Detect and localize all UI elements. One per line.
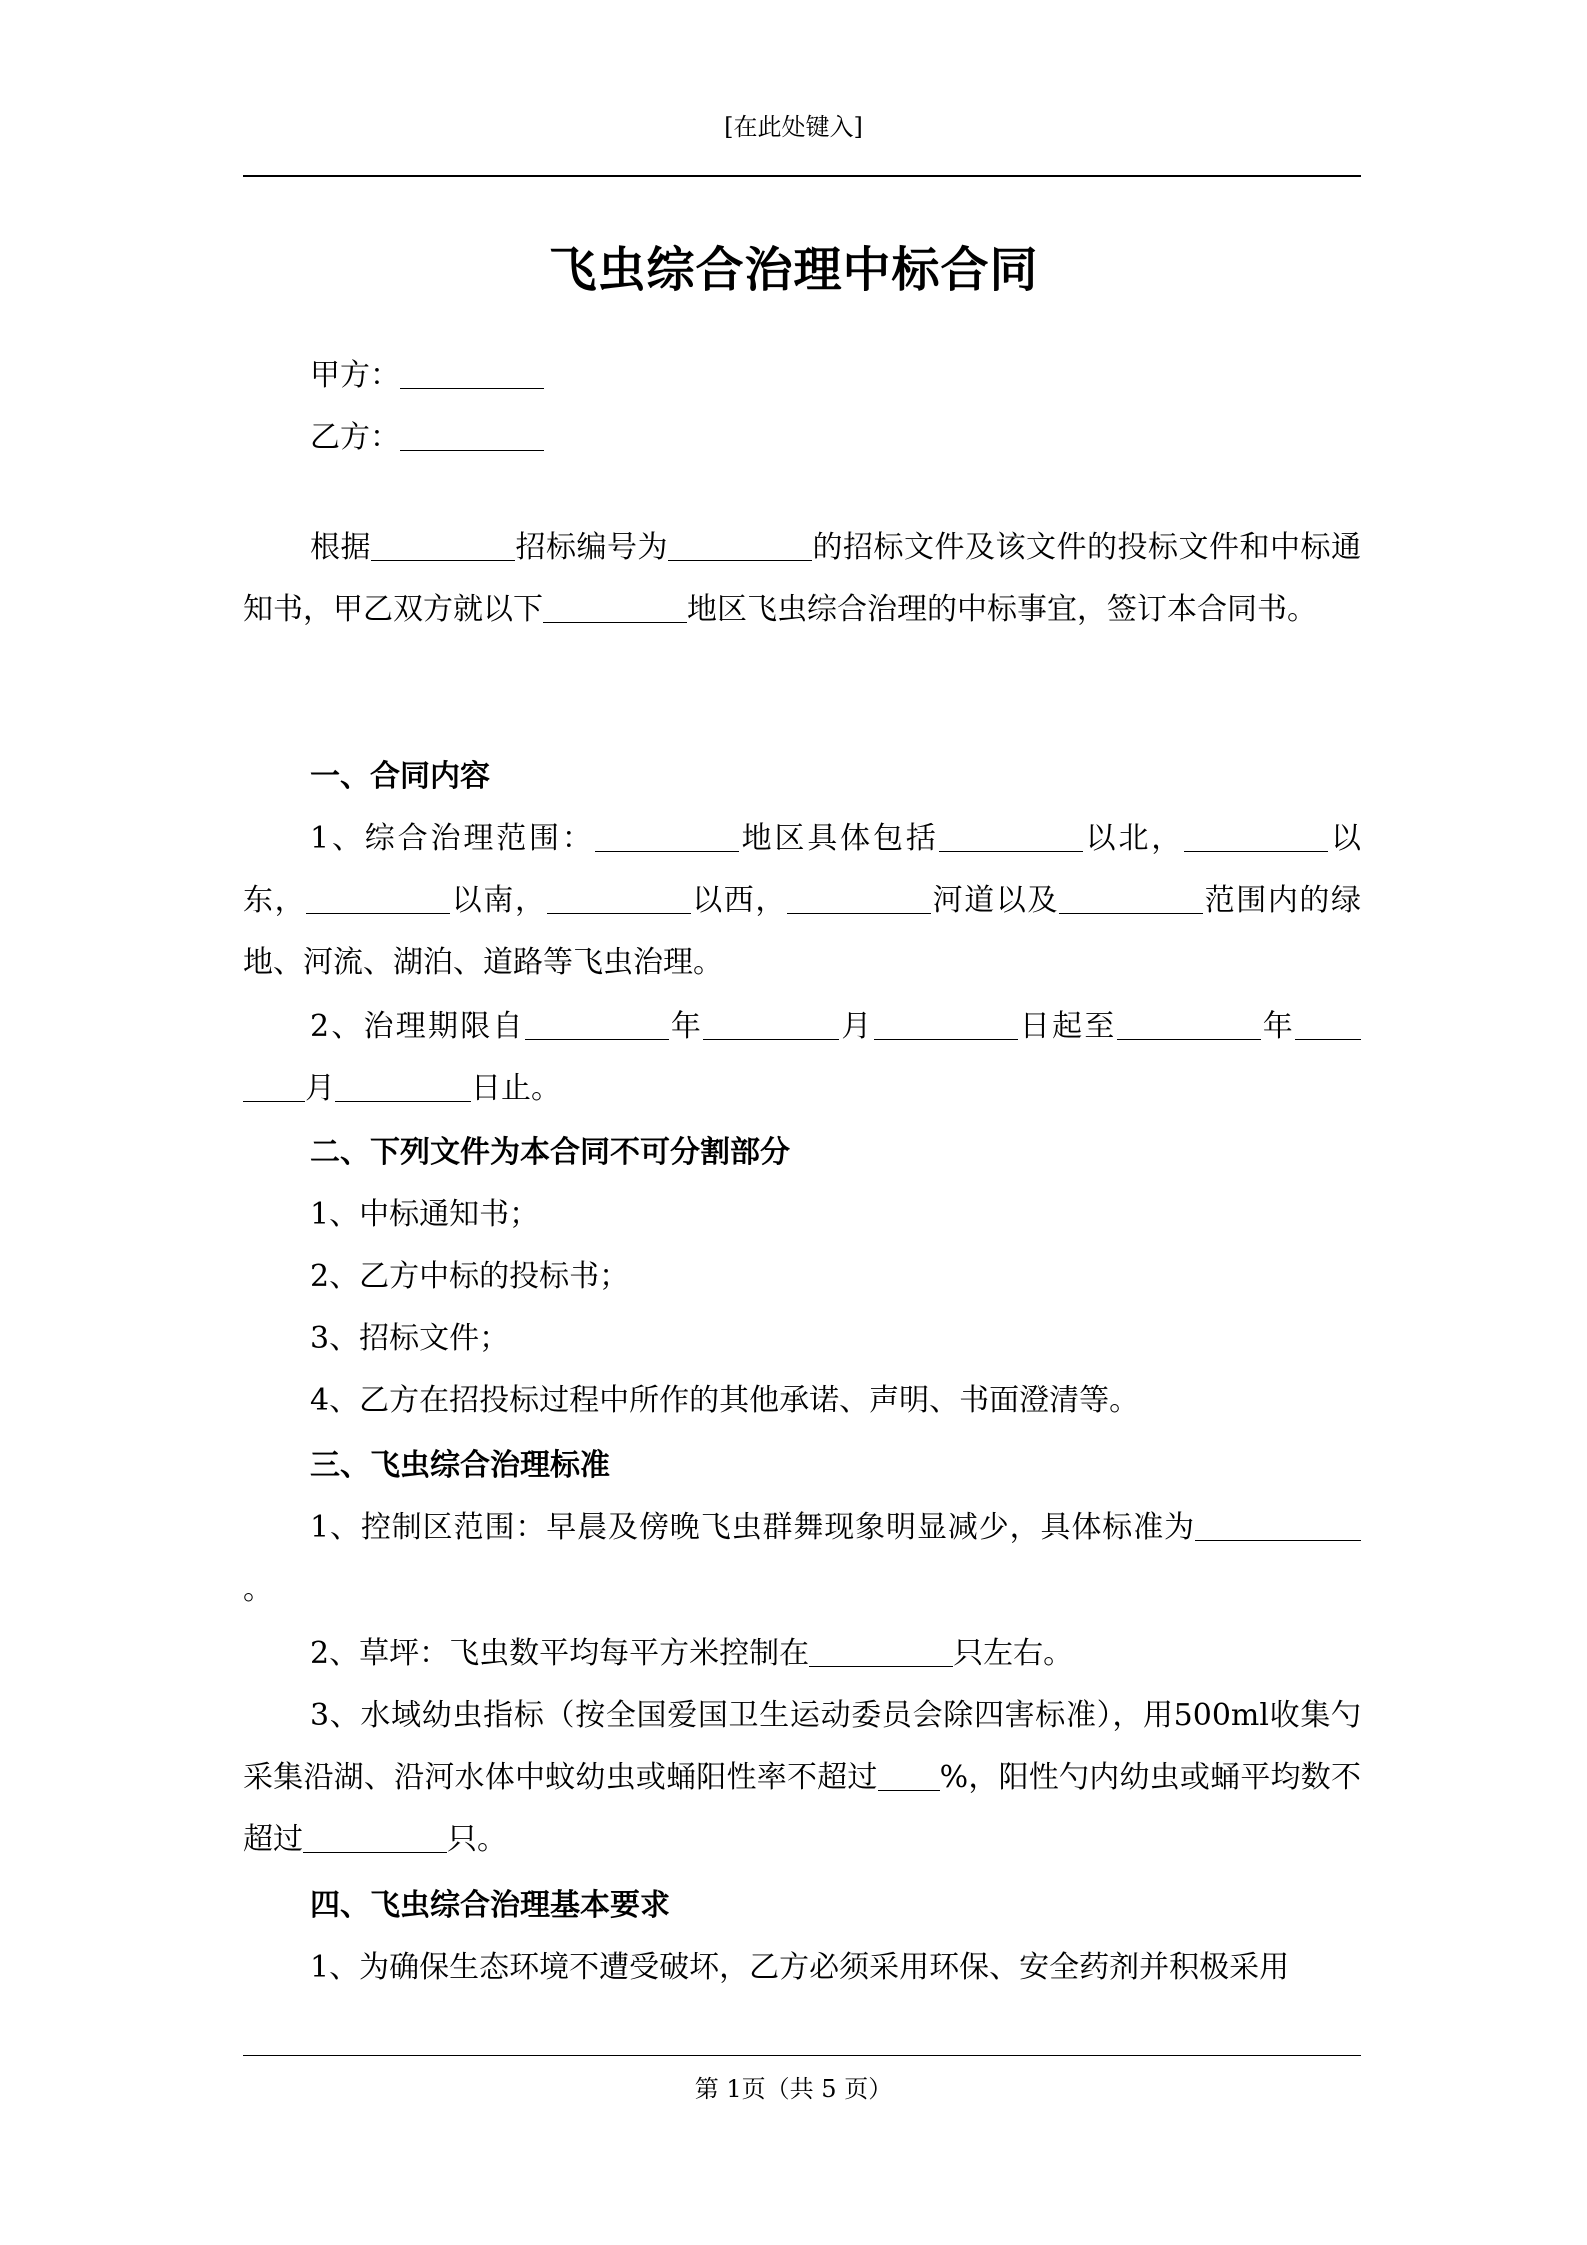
blank	[1195, 1510, 1339, 1541]
blank	[809, 1636, 953, 1667]
text: 。	[243, 1572, 273, 1607]
text: 根据	[310, 530, 371, 565]
text: 2、草坪：飞虫数平均每平方米控制在	[310, 1636, 810, 1671]
text: 只左右。	[953, 1636, 1074, 1671]
text: 3、水域幼虫指标（按全国爱国卫生运动委员会除四害标准），用500ml收集勺采集沿湖、沿河水体中蚊幼虫或蛹阳性率不超过	[243, 1698, 1361, 1795]
text: 1、综合治理范围：	[310, 821, 595, 856]
text: 年	[668, 1009, 704, 1044]
blank	[595, 821, 739, 852]
text: 以东，	[243, 821, 1362, 918]
blank	[400, 358, 544, 389]
blank	[400, 420, 544, 451]
text: 范围内的绿地、河流、湖泊、道路等飞虫治理。	[243, 883, 1362, 980]
section-3-item-1	[243, 1497, 1361, 1621]
text: 招标编号为	[515, 530, 668, 565]
party-b-line	[243, 407, 1361, 469]
section-1-item-1	[243, 808, 1361, 994]
text: 以北，	[1082, 821, 1185, 856]
section-3-heading: 三、飞虫综合治理标准	[310, 1448, 610, 1483]
section-2-item: 3、招标文件；	[310, 1321, 510, 1356]
section-4-item-1: 1、为确保生态环境不遭受破坏，乙方必须采用环保、安全药剂并积极采用	[310, 1950, 1290, 1985]
text: %，阳性勺内幼虫或蛹平均数不超过	[243, 1760, 1361, 1857]
section-3-item-3	[243, 1685, 1361, 1871]
text: 月	[305, 1071, 335, 1106]
blank	[243, 1071, 305, 1102]
text: 日起至	[1017, 1009, 1117, 1044]
blank	[371, 530, 515, 561]
section-3-item-2	[243, 1623, 1361, 1685]
text: 2、治理期限自	[310, 1009, 525, 1044]
text: 月	[839, 1009, 874, 1044]
text: 地区具体包括	[738, 821, 939, 856]
intro-paragraph	[243, 517, 1361, 641]
blank	[878, 1760, 940, 1791]
blank	[1184, 821, 1328, 852]
blank	[525, 1009, 669, 1040]
blank	[1295, 1009, 1361, 1040]
text: 以南，	[450, 883, 547, 918]
blank	[668, 530, 812, 561]
party-b-label: 乙方：	[310, 420, 400, 455]
document-title: 飞虫综合治理中标合同	[548, 242, 1039, 298]
text: 的招标文件及该文件的投标文件和中标通知书，甲乙双方就以下	[243, 530, 1361, 627]
section-2-item: 2、乙方中标的投标书；	[310, 1259, 630, 1294]
text: 地区飞虫综合治理的中标事宜，签订本合同书。	[687, 592, 1317, 627]
blank	[787, 883, 931, 914]
header-rule	[243, 175, 1361, 177]
text: 年	[1260, 1009, 1296, 1044]
blank	[547, 883, 691, 914]
text: 以西，	[690, 883, 788, 918]
section-2-item: 1、中标通知书；	[310, 1197, 540, 1232]
footer-rule	[243, 2055, 1361, 2056]
blank	[303, 1822, 447, 1853]
page-footer: 第 1页（共 5 页）	[694, 2075, 893, 2103]
party-a-label: 甲方：	[310, 358, 400, 393]
section-1-heading: 一、合同内容	[310, 759, 490, 794]
page-header: [在此处键入]	[724, 113, 863, 141]
blank	[306, 883, 450, 914]
section-2-heading: 二、下列文件为本合同不可分割部分	[310, 1135, 790, 1170]
party-a-line	[243, 345, 1361, 407]
blank	[703, 1009, 839, 1040]
blank	[874, 1009, 1018, 1040]
section-1-item-2	[243, 996, 1361, 1120]
text: 河道以及	[931, 883, 1060, 918]
text: 日止。	[471, 1071, 561, 1106]
text: 1、控制区范围：早晨及傍晚飞虫群舞现象明显减少，具体标准为	[310, 1510, 1195, 1545]
section-4-heading: 四、飞虫综合治理基本要求	[310, 1888, 670, 1923]
blank	[1339, 1510, 1361, 1541]
blank	[1059, 883, 1203, 914]
blank	[939, 821, 1083, 852]
section-2-item: 4、乙方在招投标过程中所作的其他承诺、声明、书面澄清等。	[310, 1383, 1140, 1418]
blank	[543, 592, 687, 623]
blank	[1117, 1009, 1261, 1040]
blank	[335, 1071, 471, 1102]
text: 只。	[447, 1822, 507, 1857]
